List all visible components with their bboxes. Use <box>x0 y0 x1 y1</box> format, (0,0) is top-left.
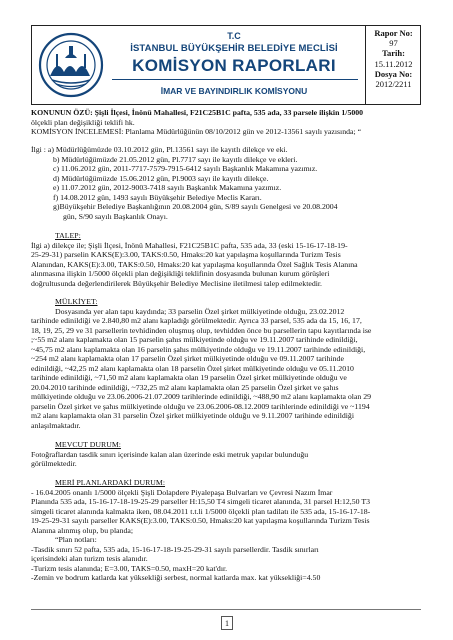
plan-notlari-heading: “Plan notları: <box>55 535 97 544</box>
mulkiyet-line: edinildiği, ~42,25 m2 alanı kaplamakta olan 18 parselin Özel şirket mülkiyetinde olduğu ve 05.11.2010 <box>31 363 354 373</box>
mulkiyet-line: anlaşılmaktadır. <box>31 420 81 430</box>
mulkiyet-line: ~45,75 m2 alanı kaplamakta olan 16 parselin şahıs mülkiyetinde olduğu ve 19.11.2007 tarihinde edinildiği, <box>31 344 366 354</box>
ilgi-line: e) 11.07.2012 gün, 2012-9003-7418 sayılı Başkanlık Makamına yazımız. <box>53 183 282 192</box>
council-name: İSTANBUL BÜYÜKŞEHİR BELEDİYE MECLİSİ <box>130 43 338 54</box>
komisyon-incelemesi-line: KOMİSYON İNCELEMESİ: Planlama Müdürlüğünün 08/10/2012 gün ve 2012-13561 sayılı yazısında; “ <box>31 127 362 136</box>
plan-notlari-line: -Zemin ve bodrum katlarda kat yüksekliği serbest, normal katlarda max. kat yüksekliği=4.50 <box>31 573 321 582</box>
ilgi-line: b) Müdürlüğümüzde 21.05.2012 gün, Pl.7717 sayı ile kayıtlı dilekçe ve ekleri. <box>53 154 298 164</box>
report-header <box>31 25 421 105</box>
plan-notlari-line: içerisindeki alan turizm tesis alanıdır. <box>31 554 148 563</box>
rapor-no-value: 97 <box>389 38 398 49</box>
mulkiyet-line: ~254 m2 alanı kaplamakta olan 17 parselin Özel şirket mülkiyetinde olduğu ve 09.11.2007 tarihinde <box>31 354 344 363</box>
rapor-no-label: Rapor No: <box>374 28 413 38</box>
plan-notlari-line: -Turizm tesis alanında; E=3.00, TAKS=0.50, maxH=20 kat'dır. <box>31 563 228 573</box>
ilgi-line: gün, S/90 sayılı Başkanlık Onayı. <box>63 211 168 221</box>
mevcut-durum-line: Fotoğraflardan tasdik sınırı içerisinde kalan alan üzerinde eski metruk yapılar bulunduğu <box>31 449 309 459</box>
tarih-label: Tarih: <box>382 48 405 59</box>
meri-planlar-line: Planında 535 ada, 15-16-17-18-19-25-29 parseller H:15,50 T4 simgeli ticaret alanında, 31 parsel H:12,50 T3 <box>31 497 371 506</box>
talep-heading: TALEP: <box>55 231 81 240</box>
footer-rule <box>31 609 421 610</box>
konu-ozu-line: KONUNUN ÖZÜ: Şişli İlçesi, İnönü Mahallesi, F21C25B1C pafta, 535 ada, 33 parsele ilişkin 1/5000 <box>31 108 364 117</box>
mulkiyet-heading: MÜLKİYET: <box>55 297 98 306</box>
ilgi-line: g)Büyükşehir Belediye Başkanlığının 20.08.2004 gün, S/89 sayılı Genelgesi ve 20.08.2004 <box>53 202 338 211</box>
meri-planlar-line: - 16.04.2005 onanlı 1/5000 ölçekli Şişli Dolapdere Piyalepaşa Bulvarları ve Çevresi Nazım İmar <box>31 487 333 497</box>
mulkiyet-line: 18, 19, 25, 29 ve 31 parsellerin tevhidinden oluşmuş olup, tevhidden önce bu parsellerin tapu kayıtlarında ise <box>31 325 372 335</box>
talep-line: doğrultusunda değerlendirilerek Büyükşehir Belediye Meclisine iletilmesi talep edilmektedir. <box>31 278 323 288</box>
ilgi-line: İlgi : a) Müdürlüğümüzde 03.10.2012 gün, Pl.13561 sayı ile kayıtlı dilekçe ve eki. <box>31 145 288 154</box>
meri-planlar-line: simgeli ticaret alanında kalmakta iken, 08.04.2011 t.t.li 1/5000 ölçekli plan tadilatı ile 535 ada, 15-16-17-18- <box>31 506 371 516</box>
talep-line: alınmasına ilişkin 1/5000 ölçekli plan değişikliği teklifinin dosyasında bulunan kurum görüşleri <box>31 269 330 278</box>
konu-ozu-line: ölçekli plan değişikliği teklifi hk. <box>31 117 135 127</box>
dosya-no-label: Dosya No: <box>374 68 413 79</box>
mevcut-durum-line: görülmektedir. <box>31 459 77 468</box>
committee-name: İMAR VE BAYINDIRLIK KOMİSYONU <box>160 86 308 96</box>
mulkiyet-line: 20.04.2010 tarihinde edinildiği, ~732,25 m2 alanı kaplamakta olan 25 parselin Özel şirket ve şahıs <box>31 382 339 392</box>
mulkiyet-line: parselin Özel şirket ve şahıs mülkiyetinde olduğu ve 23.06.2006-08.12.2009 tarihlerinde edinildiği ve ~1194 <box>31 401 370 411</box>
meri-planlar-heading: MERİ PLANLARDAKİ DURUM: <box>55 478 166 487</box>
report-title: KOMİSYON RAPORLARI <box>132 56 336 75</box>
header-divider <box>112 79 358 80</box>
meri-planlar-line: Alanına alınmış olup, bu planda; <box>31 525 133 535</box>
header-center <box>104 28 364 76</box>
ilgi-line: f) 14.08.2012 gün, 1493 sayılı Büyükşehir Belediye Meclis Kararı. <box>53 192 262 202</box>
mulkiyet-line: mülkiyetinde olduğu ve 23.06.2006-21.07.2009 tarihlerinde edinildiği, ~488,90 m2 alanı kaplamakta olan 29 <box>31 392 372 401</box>
mulkiyet-line: ;~55 m2 alanı kaplamakta olan 15 parselin şahıs mülkiyetinde olduğu ve 19.11.2007 tarihinde edinildiği, <box>31 335 358 344</box>
header-tc: T.C <box>227 31 241 41</box>
mulkiyet-line: Dosyasında yer alan tapu kaydında; 33 parselin Özel şirket mülkiyetinde olduğu, 23.02.2012 <box>55 306 345 316</box>
mulkiyet-line: tarihinde edinildiği ve 2.840,80 m2 alanı kapladığı görülmektedir. Ayrıca 33 parsel, 535 ada da 15, 16, 17, <box>31 316 362 325</box>
meri-planlar-line: 19-25-29-31 sayılı parseller KAKS(E):3.00, TAKS:0.50, Hmaks:20 kat yapılaşma koşullarında Turizm Tesis <box>31 516 370 525</box>
ibb-logo-icon <box>38 32 104 98</box>
plan-notlari-line: -Tasdik sınırı 52 pafta, 535 ada, 15-16-17-18-19-25-29-31 sayılı parsellerdir. Tasdik sınırları <box>31 544 319 554</box>
talep-line: İlgi a) dilekçe ile; Şişli İlçesi, İnönü Mahallesi, F21C25B1C pafta, 535 ada, 33 (eski 15-16-17-18-19- <box>31 240 348 250</box>
tarih-value: 15.11.2012 <box>374 58 413 69</box>
ilgi-line: c) 11.06.2012 gün, 2011-7717-7579-7915-6412 sayılı Başkanlık Makamına yazımız. <box>53 164 318 173</box>
ilgi-line: d) Müdürlüğümüzde 15.06.2012 gün, Pl.9003 sayı ile kayıtlı dilekçe. <box>53 173 269 183</box>
mulkiyet-line: m2 alanı kaplamakta olan 31 parselin Özel şirket mülkiyetinde olduğu ve 9.11.2007 tarihinde edinildiği <box>31 411 354 420</box>
mulkiyet-line: tarihinde edinildiği, ~71,50 m2 alanı kaplamakta olan 19 parselin Özel şirket mülkiyetinde olduğu ve <box>31 373 347 382</box>
report-meta <box>366 28 421 89</box>
dosya-no-value: 2012/2211 <box>375 79 412 90</box>
mevcut-durum-heading: MEVCUT DURUM: <box>55 440 121 449</box>
talep-line: Alanından, KAKS(E):3.00, TAKS:0.50, Hmaks:20 kat yapılaşma koşullarında Özel Sağlık Tesis Alanına <box>31 259 358 269</box>
page-number: 1 <box>221 616 233 630</box>
talep-line: 25-29-31) parselin KAKS(E):3.00, TAKS:0.50, Hmaks:20 kat yapılaşma koşullarında Turizm Tesis <box>31 250 341 259</box>
